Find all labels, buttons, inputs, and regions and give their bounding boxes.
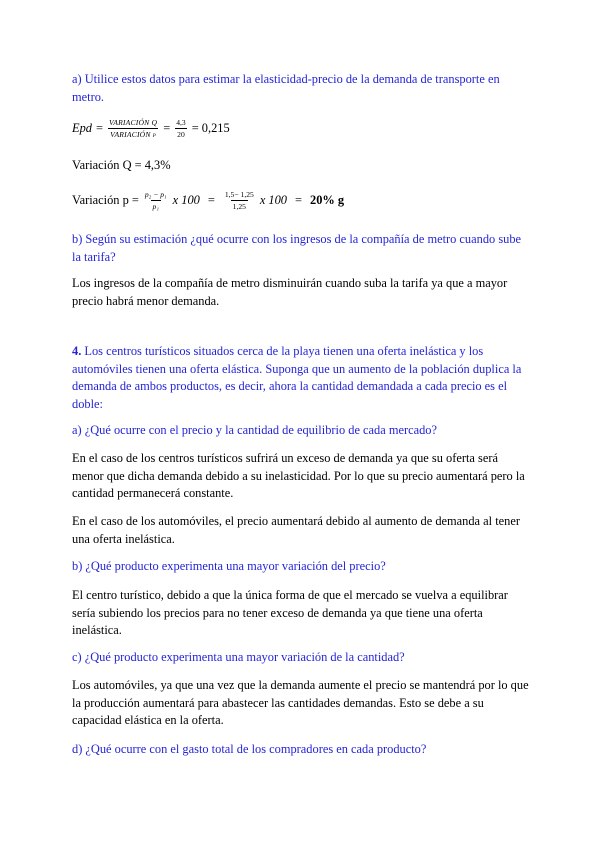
variacion-p-fraction-2-numerator: 1,5− 1,25 — [224, 190, 254, 199]
question-3b: b) Según su estimación ¿qué ocurre con los ingresos de la compañía de metro cuando sube la tarifa? — [72, 232, 522, 264]
epd-fraction-1-denominator: VARIACIÓN p — [110, 130, 156, 139]
epd-equals-1: = — [95, 121, 103, 135]
answer-4c: Los automóviles, ya que una vez que la demanda aumente el precio se mantendrá por lo que la producción aumentará para abastecer las cantidades demandas. Esto se debe a su capacidad elástica en la oferta. — [72, 678, 529, 728]
epd-fraction-2-numerator: 4,3 — [176, 118, 186, 127]
question-4d: d) ¿Qué ocurre con el gasto total de los compradores en cada producto? — [72, 742, 427, 756]
question-4-text: Los centros turísticos situados cerca de la playa tienen una oferta inelástica y los automóviles tienen una oferta elástica. Suponga que un aumento de la población duplica la demanda de ambos productos, es decir, ahora la cantidad demandada a cada precio es el doble: — [72, 344, 522, 411]
question-4-number: 4. — [72, 344, 82, 358]
variacion-p-fraction-1-denominator: p₁ — [152, 202, 159, 211]
variacion-p-equals-2: = — [295, 193, 302, 207]
epd-fraction-2 — [174, 118, 188, 139]
question-4a: a) ¿Qué ocurre con el precio y la cantidad de equilibrio de cada mercado? — [72, 423, 437, 437]
question-4c: c) ¿Qué producto experimenta una mayor variación de la cantidad? — [72, 650, 405, 664]
answer-4a-2: En el caso de los automóviles, el precio aumentará debido al aumento de demanda al tener una oferta inelástica. — [72, 514, 520, 546]
variacion-p-mult-1: x 100 — [172, 193, 200, 207]
epd-lhs: Epd — [72, 121, 92, 135]
answer-4a-1: En el caso de los centros turísticos sufrirá un exceso de demanda ya que su oferta será menor que dicha demanda debido a su inelasticidad. Por lo que su precio aumentará pero la cantidad permanecerá constante. — [72, 451, 525, 501]
epd-fraction-2-denominator: 20 — [177, 130, 185, 139]
question-4-intro — [72, 343, 532, 413]
epd-fraction-1 — [107, 118, 159, 139]
question-3a: a) Utilice estos datos para estimar la elasticidad-precio de la demanda de transporte en metro. — [72, 72, 500, 104]
variacion-p-result: 20% g — [310, 193, 345, 207]
variacion-p-fraction-1-numerator: p₂ − p₁ — [144, 190, 167, 199]
epd-fraction-1-numerator: VARIACIÓN Q — [108, 118, 158, 127]
variacion-p-equals-1: = — [207, 193, 215, 207]
variacion-p-fraction-2-denominator: 1,25 — [232, 202, 246, 211]
epd-equation — [72, 118, 230, 139]
answer-4b: El centro turístico, debido a que la única forma de que el mercado se vuelva a equilibrar sería subiendo los precios para no tener exceso de demanda ya que tiene una oferta inelástica. — [72, 588, 508, 638]
variacion-q: Variación Q = 4,3% — [72, 158, 171, 172]
variacion-p-equation — [72, 190, 344, 211]
variacion-p-fraction-2 — [223, 190, 256, 211]
epd-equals-2: = — [163, 121, 171, 135]
variacion-p-label: Variación p = — [72, 193, 139, 207]
question-4b: b) ¿Qué producto experimenta una mayor variación del precio? — [72, 559, 386, 573]
answer-3b: Los ingresos de la compañía de metro disminuirán cuando suba la tarifa ya que a mayor precio habrá menor demanda. — [72, 276, 508, 308]
epd-result: = 0,215 — [191, 121, 230, 135]
variacion-p-mult-2: x 100 — [259, 193, 287, 207]
variacion-p-fraction-1 — [143, 190, 169, 211]
